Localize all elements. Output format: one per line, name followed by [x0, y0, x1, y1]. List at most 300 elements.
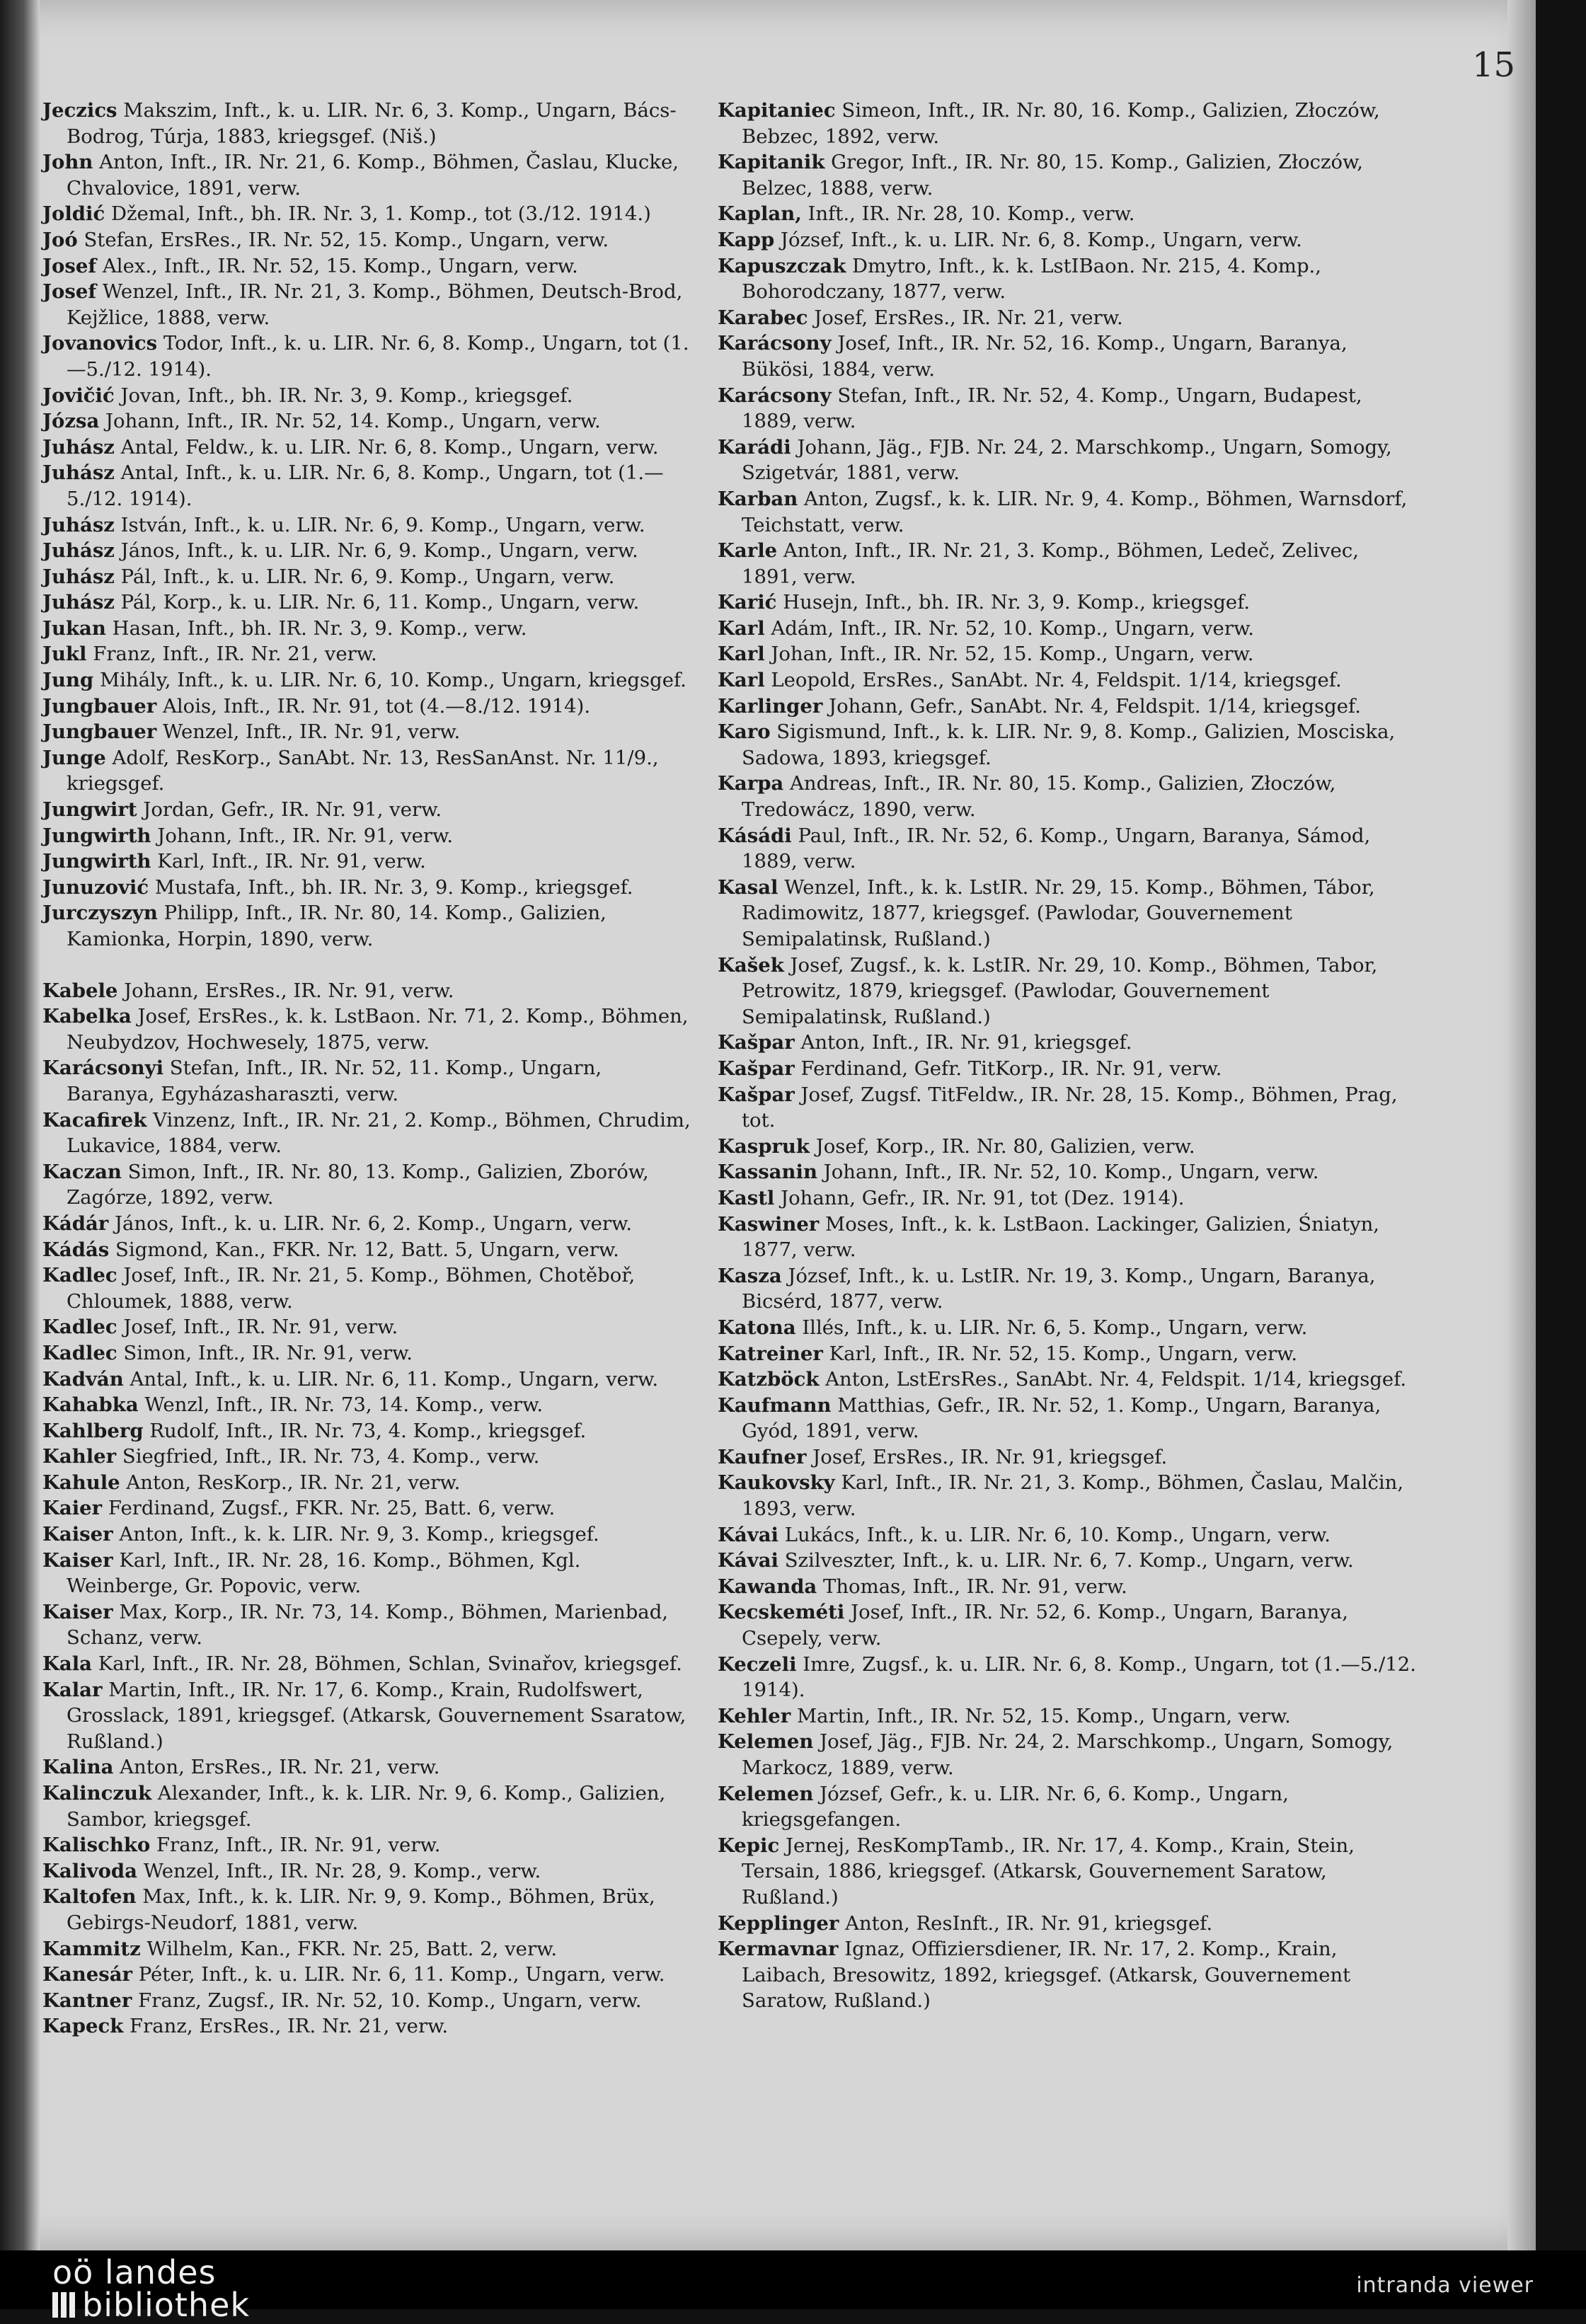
entry-surname: Kávai [718, 1523, 778, 1546]
register-entry [42, 875, 694, 901]
entry-surname: Karban [718, 487, 798, 510]
entry-surname: Karácsony [718, 384, 832, 407]
entry-surname: Kapuszczak [718, 254, 846, 277]
entry-details: Martin, Inft., IR. Nr. 52, 15. Komp., Ungarn, verw. [791, 1704, 1291, 1727]
logo-text-bottom-row [52, 2286, 251, 2324]
entry-surname: Jungbauer [42, 720, 157, 744]
entry-details: Antal, Inft., k. u. LIR. Nr. 6, 11. Komp., Ungarn, verw. [123, 1367, 659, 1391]
entry-surname: Kasal [718, 875, 778, 899]
entry-surname: Kasza [718, 1264, 782, 1287]
register-entry [718, 1652, 1418, 1703]
entry-details: Pál, Inft., k. u. LIR. Nr. 6, 9. Komp., Ungarn, verw. [114, 565, 615, 588]
entry-details: Wenzel, Inft., IR. Nr. 21, 3. Komp., Böhmen, Deutsch-Brod, Kejžlice, 1888, verw. [67, 280, 683, 329]
library-logo[interactable] [52, 2253, 251, 2324]
register-entry [718, 149, 1418, 201]
register-entry [42, 227, 694, 253]
entry-details: Husejn, Inft., bh. IR. Nr. 3, 9. Komp., kriegsgef. [776, 591, 1251, 614]
register-entry [718, 253, 1418, 305]
entry-details: Matthias, Gefr., IR. Nr. 52, 1. Komp., Ungarn, Baranya, Gyód, 1891, verw. [742, 1393, 1381, 1443]
entry-surname: Kašek [718, 953, 784, 977]
entry-surname: Kahule [42, 1471, 120, 1494]
register-entry [718, 435, 1418, 486]
register-entry [42, 201, 694, 227]
entry-surname: Kapitanik [718, 151, 825, 174]
entry-details: Simeon, Inft., IR. Nr. 80, 16. Komp., Galizien, Złoczów, Bebzec, 1892, verw. [742, 99, 1380, 148]
entry-details: Stefan, Inft., IR. Nr. 52, 4. Komp., Ungarn, Budapest, 1889, verw. [742, 384, 1362, 433]
entry-surname: Kepic [718, 1834, 780, 1857]
right-column [718, 98, 1418, 2014]
entry-details: Simon, Inft., IR. Nr. 91, verw. [117, 1341, 413, 1364]
entry-details: Makszim, Inft., k. u. LIR. Nr. 6, 3. Komp., Ungarn, Bács-Bodrog, Túrja, 1883, kriegsgef. (Niš.) [67, 99, 677, 148]
entry-details: József, Inft., k. u. LIR. Nr. 6, 8. Komp., Ungarn, verw. [774, 228, 1302, 251]
register-entry [42, 383, 694, 409]
register-entry [42, 1055, 694, 1107]
entry-details: Gregor, Inft., IR. Nr. 80, 15. Komp., Galizien, Złoczów, Belzec, 1888, verw. [742, 151, 1364, 200]
register-entry [718, 875, 1418, 953]
entry-surname: Kermavnar [718, 1938, 839, 1961]
register-entry [718, 1729, 1418, 1781]
register-entry [718, 1599, 1418, 1651]
register-entry [42, 538, 694, 564]
register-entry [42, 1262, 694, 1314]
entry-details: Anton, Inft., k. k. LIR. Nr. 9, 3. Komp., kriegsgef. [113, 1523, 599, 1546]
logo-text-top: oö landes [52, 2253, 217, 2291]
register-entry [718, 694, 1418, 720]
entry-surname: Juhász [42, 539, 115, 563]
entry-details: Johann, Inft., IR. Nr. 52, 10. Komp., Ungarn, verw. [817, 1161, 1319, 1184]
entry-surname: Kapeck [42, 2015, 124, 2038]
register-entry [42, 1211, 694, 1237]
register-entry [718, 330, 1418, 382]
entry-details: Anton, LstErsRes., SanAbt. Nr. 4, Feldspit. 1/14, kriegsgef. [819, 1368, 1407, 1391]
entry-surname: Kahabka [42, 1393, 139, 1417]
register-entry [42, 1495, 694, 1521]
register-entry [42, 1444, 694, 1470]
register-entry [718, 953, 1418, 1030]
entry-details: Karl, Inft., IR. Nr. 91, verw. [151, 850, 426, 873]
entry-surname: Kapp [718, 228, 775, 251]
entry-surname: Karl [718, 643, 765, 666]
entry-details: Wilhelm, Kan., FKR. Nr. 25, Batt. 2, verw. [140, 1937, 558, 1960]
entry-surname: Jurczyszyn [42, 902, 158, 925]
register-entry [718, 1367, 1418, 1393]
entry-surname: Kanesár [42, 1963, 132, 1986]
register-entry [42, 797, 694, 823]
entry-surname: Kapitaniec [718, 99, 836, 122]
register-entry [718, 1911, 1418, 1937]
register-entry [718, 1341, 1418, 1367]
register-entry [718, 1393, 1418, 1444]
register-entry [718, 1470, 1418, 1521]
entry-details: Mustafa, Inft., bh. IR. Nr. 3, 9. Komp., kriegsgef. [149, 875, 633, 899]
register-entry [42, 253, 694, 280]
register-entry [718, 1185, 1418, 1212]
entry-details: Dmytro, Inft., k. k. LstIBaon. Nr. 215, 4. Komp., Bohorodczany, 1877, verw. [742, 254, 1322, 304]
entry-details: Adolf, ResKorp., SanAbt. Nr. 13, ResSanAnst. Nr. 11/9., kriegsgef. [67, 746, 659, 795]
entry-details: Josef, Zugsf., k. k. LstIR. Nr. 29, 10. Komp., Böhmen, Tabor, Petrowitz, 1879, kriegsgef. (Pawlodar, Gouvernement Semipalatinsk, Rußland.) [742, 953, 1378, 1028]
page-number: 15 [1472, 45, 1516, 85]
register-entry [718, 616, 1418, 642]
register-entry [718, 823, 1418, 875]
left-column [42, 98, 694, 2040]
register-entry [718, 1056, 1418, 1082]
entry-surname: Kadlec [42, 1264, 117, 1287]
entry-surname: Karácsony [718, 332, 832, 355]
register-entry [42, 589, 694, 616]
entry-details: István, Inft., k. u. LIR. Nr. 6, 9. Komp., Ungarn, verw. [114, 513, 645, 536]
entry-details: Franz, Inft., IR. Nr. 91, verw. [150, 1834, 441, 1857]
entry-surname: Kaukovsky [718, 1471, 835, 1495]
register-entry [42, 978, 694, 1004]
entry-surname: Józsa [42, 410, 100, 433]
entry-surname: Joldić [42, 202, 105, 226]
register-entry [42, 616, 694, 642]
register-entry [718, 719, 1418, 771]
entry-surname: Kaswiner [718, 1212, 820, 1236]
register-entry [718, 1781, 1418, 1833]
entry-surname: Kadlec [42, 1341, 117, 1364]
register-entry [42, 1884, 694, 1935]
register-entry [718, 1263, 1418, 1315]
entry-details: Simon, Inft., IR. Nr. 80, 13. Komp., Galizien, Zborów, Zagórze, 1892, verw. [67, 1160, 649, 1209]
register-entry [42, 1677, 694, 1755]
register-entry [42, 745, 694, 797]
register-entry [42, 1962, 694, 1988]
entry-surname: Karpa [718, 772, 784, 795]
entry-surname: Kaspruk [718, 1134, 810, 1158]
entry-surname: Kaufmann [718, 1393, 832, 1417]
entry-surname: Katzböck [718, 1368, 820, 1391]
entry-details: Alois, Inft., IR. Nr. 91, tot (4.—8./12. 1914). [156, 694, 591, 718]
register-entry [42, 1108, 694, 1159]
register-entry [718, 1159, 1418, 1185]
register-entry [42, 1988, 694, 2014]
entry-surname: Jukan [42, 616, 106, 640]
register-entry [42, 2013, 694, 2040]
entry-surname: Junuzović [42, 875, 149, 899]
entry-surname: Kalischko [42, 1834, 151, 1857]
entry-surname: Jungwirth [42, 850, 151, 873]
register-entry [42, 1340, 694, 1367]
entry-surname: Kalinczuk [42, 1782, 152, 1805]
entry-details: Wenzl, Inft., IR. Nr. 73, 14. Komp., verw. [138, 1393, 544, 1417]
entry-surname: Keczeli [718, 1652, 797, 1676]
entry-details: Moses, Inft., k. k. LstBaon. Lackinger, Galizien, Śniatyn, 1877, verw. [742, 1212, 1380, 1262]
entry-surname: Kahler [42, 1445, 117, 1468]
entry-details: Johann, Inft., IR. Nr. 52, 14. Komp., Ungarn, verw. [99, 410, 601, 433]
entry-surname: Kepplinger [718, 1911, 839, 1935]
entry-surname: Kašpar [718, 1057, 795, 1080]
entry-details: Lukács, Inft., k. u. LIR. Nr. 6, 10. Komp., Ungarn, verw. [778, 1523, 1331, 1546]
entry-surname: Josef [42, 254, 97, 277]
entry-details: Illés, Inft., k. u. LIR. Nr. 6, 5. Komp., Ungarn, verw. [795, 1316, 1308, 1339]
entry-details: Vinzenz, Inft., IR. Nr. 21, 2. Komp., Böhmen, Chrudim, Lukavice, 1884, verw. [67, 1108, 691, 1158]
register-entry [42, 1418, 694, 1444]
entry-surname: Kabele [42, 979, 118, 1002]
section-spacer [42, 953, 694, 978]
entry-surname: Juhász [42, 565, 115, 588]
entry-surname: Kadlec [42, 1316, 117, 1339]
entry-surname: Jeczics [42, 99, 117, 122]
entry-details: Džemal, Inft., bh. IR. Nr. 3, 1. Komp., tot (3./12. 1914.) [105, 202, 651, 226]
entry-details: Wenzel, Inft., IR. Nr. 28, 9. Komp., verw. [137, 1859, 541, 1882]
entry-surname: Kastl [718, 1186, 775, 1209]
entry-details: Anton, ResInft., IR. Nr. 91, kriegsgef. [839, 1911, 1213, 1935]
logo-text-bottom: bibliothek [82, 2286, 251, 2324]
entry-surname: Kalivoda [42, 1859, 137, 1882]
entry-details: Josef, Korp., IR. Nr. 80, Galizien, verw. [809, 1134, 1195, 1158]
register-entry [718, 589, 1418, 616]
register-entry [42, 1599, 694, 1651]
entry-surname: Katona [718, 1316, 796, 1339]
entry-surname: Kecskeméti [718, 1601, 845, 1624]
register-entry [718, 1833, 1418, 1911]
entry-details: János, Inft., k. u. LIR. Nr. 6, 9. Komp., Ungarn, verw. [114, 539, 638, 563]
register-entry [42, 98, 694, 149]
entry-surname: Jungwirt [42, 798, 137, 822]
register-entry [42, 149, 694, 201]
register-entry [42, 1003, 694, 1055]
register-entry [42, 1470, 694, 1496]
register-entry [42, 1936, 694, 1962]
register-entry [718, 1444, 1418, 1471]
entry-details: Wenzel, Inft., IR. Nr. 91, verw. [156, 720, 461, 744]
entry-surname: Kalar [42, 1678, 103, 1701]
entry-details: József, Gefr., k. u. LIR. Nr. 6, 6. Komp., Ungarn, kriegsgefangen. [742, 1782, 1289, 1831]
entry-surname: Kawanda [718, 1575, 817, 1598]
register-entry [42, 1858, 694, 1885]
entry-surname: Juhász [42, 513, 115, 536]
register-entry [42, 1548, 694, 1599]
entry-details: Ferdinand, Gefr. TitKorp., IR. Nr. 91, verw. [794, 1057, 1222, 1080]
register-entry [42, 719, 694, 745]
entry-details: Todor, Inft., k. u. LIR. Nr. 6, 8. Komp., Ungarn, tot (1.—5./12. 1914). [67, 332, 689, 381]
register-entry [718, 1703, 1418, 1730]
entry-surname: Katreiner [718, 1342, 823, 1365]
entry-surname: Kabelka [42, 1005, 132, 1028]
entry-details: Johan, Inft., IR. Nr. 52, 15. Komp., Ungarn, verw. [764, 643, 1254, 666]
entry-surname: Kašpar [718, 1083, 795, 1106]
register-entry [42, 1832, 694, 1858]
register-entry [718, 305, 1418, 331]
entry-details: Alexander, Inft., k. k. LIR. Nr. 9, 6. Komp., Galizien, Sambor, kriegsgef. [67, 1782, 666, 1831]
register-entry [718, 1315, 1418, 1341]
register-entry [42, 1781, 694, 1832]
register-entry [42, 408, 694, 435]
entry-surname: Kelemen [718, 1730, 814, 1754]
entry-details: Franz, Inft., IR. Nr. 21, verw. [86, 643, 377, 666]
register-entry [718, 538, 1418, 589]
entry-surname: Karácsonyi [42, 1057, 164, 1080]
entry-surname: Karo [718, 720, 771, 744]
register-entry [42, 1314, 694, 1340]
entry-surname: Kávai [718, 1549, 778, 1572]
entry-surname: Karlinger [718, 694, 823, 718]
entry-surname: Karle [718, 539, 778, 563]
entry-details: Franz, ErsRes., IR. Nr. 21, verw. [123, 2015, 449, 2038]
entry-surname: Kádás [42, 1238, 110, 1261]
entry-details: Anton, Inft., IR. Nr. 21, 6. Komp., Böhmen, Časlau, Klucke, Chvalovice, 1891, verw. [67, 151, 679, 200]
register-entry [42, 694, 694, 720]
entry-details: Josef, ErsRes., k. k. LstBaon. Nr. 71, 2. Komp., Böhmen, Neubydzov, Hochwesely, 1875, verw. [67, 1005, 689, 1054]
entry-details: Josef, ErsRes., IR. Nr. 21, verw. [808, 306, 1123, 329]
entry-surname: Kaczan [42, 1160, 122, 1183]
entry-surname: Kásádi [718, 824, 792, 847]
entry-surname: Kammitz [42, 1937, 141, 1960]
entry-surname: Karádi [718, 435, 791, 459]
entry-details: Alex., Inft., IR. Nr. 52, 15. Komp., Ungarn, verw. [96, 254, 578, 277]
register-entry [718, 771, 1418, 822]
entry-details: Josef, Inft., IR. Nr. 21, 5. Komp., Böhmen, Chotěboř, Chloumek, 1888, verw. [67, 1264, 636, 1313]
viewer-brand-label: intranda viewer [1356, 2273, 1534, 2298]
register-entry [718, 383, 1418, 435]
entry-surname: Joó [42, 228, 78, 251]
entry-details: Sigismund, Inft., k. k. LIR. Nr. 9, 8. Komp., Galizien, Mosciska, Sadowa, 1893, kriegsgef. [742, 720, 1396, 769]
register-entry [42, 1367, 694, 1393]
entry-details: Johann, ErsRes., IR. Nr. 91, verw. [117, 979, 454, 1002]
register-entry [42, 512, 694, 539]
register-entry [718, 641, 1418, 667]
entry-details: Karl, Inft., IR. Nr. 52, 15. Komp., Ungarn, verw. [822, 1342, 1298, 1365]
entry-details: Josef, Inft., IR. Nr. 91, verw. [117, 1316, 398, 1339]
register-entry [718, 1522, 1418, 1548]
register-entry [42, 849, 694, 875]
register-entry [42, 1651, 694, 1677]
register-entry [42, 667, 694, 694]
entry-details: Hasan, Inft., bh. IR. Nr. 3, 9. Komp., verw. [105, 616, 527, 640]
entry-details: Pál, Korp., k. u. LIR. Nr. 6, 11. Komp., Ungarn, verw. [114, 591, 640, 614]
entry-surname: Kaiser [42, 1548, 113, 1572]
entry-surname: Kašpar [718, 1031, 795, 1054]
entry-surname: Jung [42, 669, 94, 692]
entry-surname: Karić [718, 591, 777, 614]
entry-details: Josef, Zugsf. TitFeldw., IR. Nr. 28, 15. Komp., Böhmen, Prag, tot. [742, 1083, 1398, 1132]
entry-surname: Kaplan, [718, 202, 802, 226]
entry-details: Péter, Inft., k. u. LIR. Nr. 6, 11. Komp., Ungarn, verw. [132, 1963, 665, 1986]
register-entry [42, 1237, 694, 1263]
entry-details: Franz, Zugsf., IR. Nr. 52, 10. Komp., Ungarn, verw. [132, 1989, 642, 2012]
entry-surname: Kelemen [718, 1782, 814, 1805]
entry-details: Karl, Inft., IR. Nr. 28, 16. Komp., Böhmen, Kgl. Weinberge, Gr. Popovic, verw. [67, 1548, 581, 1598]
register-entry [718, 486, 1418, 538]
entry-surname: Kehler [718, 1704, 791, 1727]
entry-details: Josef, Jäg., FJB. Nr. 24, 2. Marschkomp., Ungarn, Somogy, Markocz, 1889, verw. [742, 1730, 1394, 1779]
entry-surname: Kaltofen [42, 1885, 137, 1909]
entry-details: Max, Inft., k. k. LIR. Nr. 9, 9. Komp., Böhmen, Brüx, Gebirgs-Neudorf, 1881, verw. [67, 1885, 655, 1934]
entry-details: Ferdinand, Zugsf., FKR. Nr. 25, Batt. 6, verw. [102, 1497, 556, 1520]
entry-surname: Kadván [42, 1367, 124, 1391]
entry-details: Antal, Feldw., k. u. LIR. Nr. 6, 8. Komp., Ungarn, verw. [114, 435, 659, 459]
entry-details: Antal, Inft., k. u. LIR. Nr. 6, 8. Komp., Ungarn, tot (1.—5./12. 1914). [67, 461, 664, 510]
entry-surname: Juhász [42, 591, 115, 614]
entry-details: Anton, Zugsf., k. k. LIR. Nr. 9, 4. Komp., Böhmen, Warnsdorf, Teichstatt, verw. [742, 487, 1408, 536]
register-entry [718, 1936, 1418, 2014]
entry-details: Mihály, Inft., k. u. LIR. Nr. 6, 10. Komp., Ungarn, kriegsgef. [93, 669, 686, 692]
entry-surname: Jovičić [42, 384, 115, 407]
register-entry [718, 98, 1418, 149]
entry-details: Thomas, Inft., IR. Nr. 91, verw. [817, 1575, 1127, 1598]
register-entry [718, 1030, 1418, 1056]
register-entry [42, 1159, 694, 1211]
register-entry [42, 823, 694, 849]
register-entry [718, 1134, 1418, 1160]
logo-bars-icon [52, 2292, 75, 2318]
entry-surname: Kahlberg [42, 1419, 144, 1442]
page-edge [1507, 0, 1536, 2250]
entry-details: Karl, Inft., IR. Nr. 21, 3. Komp., Böhmen, Časlau, Malčin, 1893, verw. [742, 1471, 1404, 1521]
entry-surname: Kala [42, 1652, 92, 1676]
register-entry [718, 667, 1418, 694]
entry-details: Johann, Jäg., FJB. Nr. 24, 2. Marschkomp., Ungarn, Somogy, Szigetvár, 1881, verw. [742, 435, 1392, 485]
entry-surname: Jungbauer [42, 694, 157, 718]
register-entry [42, 460, 694, 512]
entry-surname: Kádár [42, 1212, 109, 1235]
entry-details: Jordan, Gefr., IR. Nr. 91, verw. [137, 798, 442, 822]
register-entry [42, 1754, 694, 1781]
entry-details: Anton, ResKorp., IR. Nr. 21, verw. [120, 1471, 461, 1494]
entry-details: Anton, Inft., IR. Nr. 21, 3. Komp., Böhmen, Ledeč, Zelivec, 1891, verw. [742, 539, 1359, 588]
entry-details: Imre, Zugsf., k. u. LIR. Nr. 6, 8. Komp., Ungarn, tot (1.—5./12. 1914). [742, 1652, 1416, 1702]
entry-details: József, Inft., k. u. LstIR. Nr. 19, 3. Komp., Ungarn, Baranya, Bicsérd, 1877, verw. [742, 1264, 1376, 1313]
register-entry [718, 1574, 1418, 1600]
entry-surname: Kalina [42, 1756, 114, 1779]
register-entry [718, 201, 1418, 227]
entry-details: Josef, Inft., IR. Nr. 52, 16. Komp., Ungarn, Baranya, Bükösi, 1884, verw. [742, 332, 1347, 381]
register-entry [718, 227, 1418, 253]
entry-surname: Kassanin [718, 1161, 817, 1184]
entry-details: Stefan, Inft., IR. Nr. 52, 11. Komp., Ungarn, Baranya, Egyházasharaszti, verw. [67, 1057, 602, 1105]
entry-details: Wenzel, Inft., k. k. LstIR. Nr. 29, 15. Komp., Böhmen, Tábor, Radimowitz, 1877, kriegsgef. (Pawlodar, Gouvernement Semipalatinsk, Rußland.) [742, 875, 1375, 950]
entry-details: János, Inft., k. u. LIR. Nr. 6, 2. Komp., Ungarn, verw. [108, 1212, 633, 1235]
register-entry [42, 641, 694, 667]
entry-surname: Kaufner [718, 1445, 807, 1468]
register-entry [42, 1521, 694, 1548]
register-entry [42, 330, 694, 382]
entry-surname: Jukl [42, 643, 87, 666]
entry-surname: Kaier [42, 1497, 103, 1520]
entry-details: Siegfried, Inft., IR. Nr. 73, 4. Komp., verw. [116, 1445, 540, 1468]
entry-details: Szilveszter, Inft., k. u. LIR. Nr. 6, 7. Komp., Ungarn, verw. [778, 1549, 1354, 1572]
entry-details: Johann, Inft., IR. Nr. 91, verw. [151, 824, 454, 847]
register-entry [718, 1212, 1418, 1263]
entry-details: Josef, ErsRes., IR. Nr. 91, kriegsgef. [806, 1445, 1168, 1468]
entry-surname: Jovanovics [42, 332, 158, 355]
entry-details: Max, Korp., IR. Nr. 73, 14. Komp., Böhmen, Marienbad, Schanz, verw. [67, 1600, 669, 1650]
entry-details: Leopold, ErsRes., SanAbt. Nr. 4, Feldspit. 1/14, kriegsgef. [764, 669, 1342, 692]
entry-surname: Josef [42, 280, 97, 304]
register-entry [718, 1082, 1418, 1134]
entry-surname: Karl [718, 616, 765, 640]
book-gutter [0, 0, 40, 2250]
register-entry [42, 1392, 694, 1418]
entry-details: Ignaz, Offiziersdiener, IR. Nr. 17, 2. Komp., Krain, Laibach, Bresowitz, 1892, kriegsgef. (Atkarsk, Gouvernement Saratow, Rußland.) [742, 1938, 1351, 2013]
register-entry [42, 564, 694, 590]
entry-details: Philipp, Inft., IR. Nr. 80, 14. Komp., Galizien, Kamionka, Horpin, 1890, verw. [67, 902, 607, 950]
entry-details: Jernej, ResKompTamb., IR. Nr. 17, 4. Komp., Krain, Stein, Tersain, 1886, kriegsgef. (Atkarsk, Gouvernement Saratow, Rußland.) [742, 1834, 1355, 1909]
entry-surname: Jungwirth [42, 824, 151, 847]
entry-details: Johann, Gefr., IR. Nr. 91, tot (Dez. 1914). [774, 1186, 1185, 1209]
entry-details: Rudolf, Inft., IR. Nr. 73, 4. Komp., kriegsgef. [143, 1419, 587, 1442]
entry-details: Andreas, Inft., IR. Nr. 80, 15. Komp., Galizien, Złoczów, Tredowácz, 1890, verw. [742, 772, 1336, 822]
entry-details: Josef, Inft., IR. Nr. 52, 6. Komp., Ungarn, Baranya, Csepely, verw. [742, 1601, 1348, 1650]
entry-details: Paul, Inft., IR. Nr. 52, 6. Komp., Ungarn, Baranya, Sámod, 1889, verw. [742, 824, 1371, 873]
entry-surname: Juhász [42, 435, 115, 459]
entry-details: Jovan, Inft., bh. IR. Nr. 3, 9. Komp., kriegsgef. [114, 384, 573, 407]
entry-details: Stefan, ErsRes., IR. Nr. 52, 15. Komp., Ungarn, verw. [77, 228, 609, 251]
register-entry [42, 279, 694, 330]
entry-surname: Karabec [718, 306, 808, 329]
entry-details: Inft., IR. Nr. 28, 10. Komp., verw. [801, 202, 1135, 226]
